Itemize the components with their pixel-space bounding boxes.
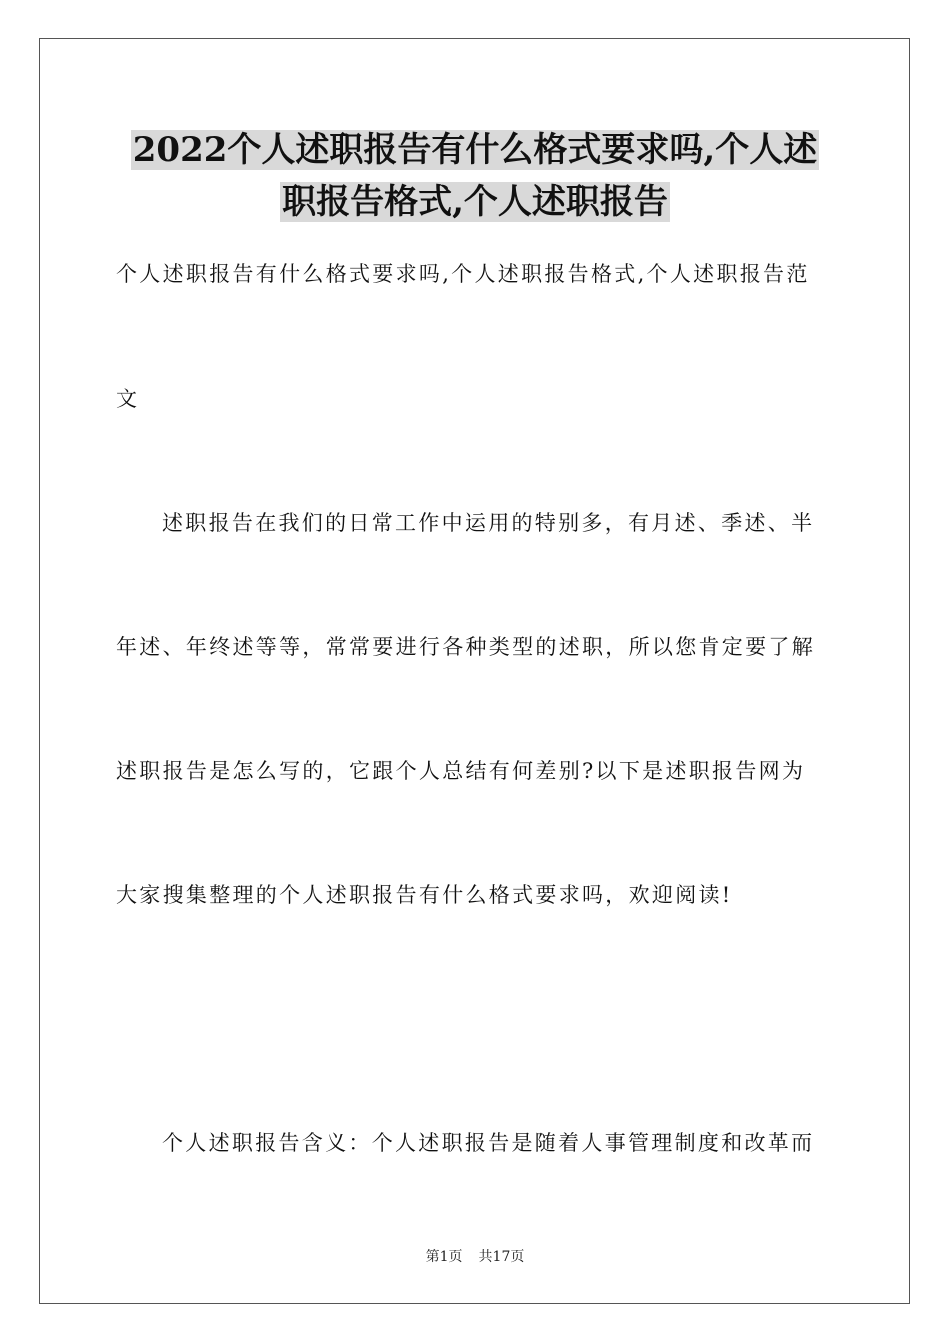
- body-line: 述职报告在我们的日常工作中运用的特别多，有月述、季述、半: [162, 511, 815, 535]
- body-line: 大家搜集整理的个人述职报告有什么格式要求吗，欢迎阅读!: [116, 883, 733, 907]
- body-line: 个人述职报告有什么格式要求吗,个人述职报告格式,个人述职报告范: [116, 262, 810, 286]
- body-line: 个人述职报告含义：个人述职报告是随着人事管理制度和改革而: [162, 1131, 815, 1155]
- title-line-1: 2022个人述职报告有什么格式要求吗,个人述: [132, 130, 818, 170]
- title-line-2: 职报告格式,个人述职报告: [282, 182, 668, 222]
- body-line: 年述、年终述等等，常常要进行各种类型的述职，所以您肯定要了解: [116, 635, 815, 659]
- body-line: 文: [116, 387, 140, 411]
- page-footer: [0, 1246, 950, 1266]
- page-total: 共17页: [478, 1249, 525, 1265]
- document-title: [0, 124, 950, 228]
- page-number: 第1页: [425, 1249, 463, 1265]
- body-line: 述职报告是怎么写的，它跟个人总结有何差别?以下是述职报告网为: [116, 759, 806, 783]
